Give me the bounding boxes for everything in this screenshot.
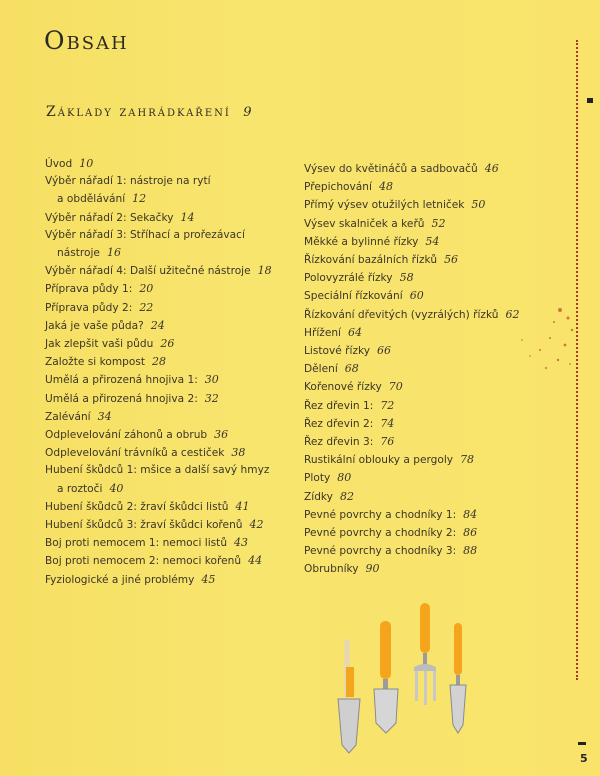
toc-entry-title: Hubení škůdců 1: mšice a další savý hmyz [45, 464, 270, 477]
toc-left-entry [45, 280, 285, 298]
toc-right-entry [304, 542, 544, 560]
toc-right-entry [304, 451, 544, 469]
toc-entry-title: a roztoči [57, 482, 103, 495]
toc-right-entry [304, 378, 544, 396]
toc-entry-page: 90 [365, 562, 380, 576]
toc-left-entry [45, 190, 285, 208]
toc-right-entry [304, 342, 544, 360]
page-title: Obsah [44, 26, 129, 55]
toc-entry-title: Dělení [304, 363, 338, 376]
toc-right-entry [304, 433, 544, 451]
toc-entry-page: 84 [463, 507, 478, 521]
toc-entry-page: 40 [109, 481, 124, 495]
toc-entry-page: 42 [249, 518, 264, 532]
toc-entry-page: 54 [425, 234, 440, 248]
toc-entry-page: 60 [409, 289, 424, 303]
toc-left-entry [45, 498, 285, 516]
toc-entry-page: 82 [339, 489, 354, 503]
toc-entry-title: Obrubníky [304, 563, 359, 576]
toc-entry-page: 32 [204, 391, 219, 405]
toc-entry-title: Umělá a přirozená hnojiva 1: [45, 374, 198, 387]
toc-entry-page: 62 [505, 307, 520, 321]
toc-right-entry [304, 287, 544, 305]
toc-entry-title: Výběr nářadí 1: nástroje na rytí [45, 175, 211, 188]
toc-entry-title: Speciální řízkování [304, 290, 403, 303]
toc-entry-page: 36 [214, 428, 229, 442]
toc-right-entry [304, 397, 544, 415]
toc-right-entry [304, 324, 544, 342]
toc-entry-page: 80 [337, 471, 352, 485]
toc-entry-title: Řez dřevin 1: [304, 399, 374, 412]
toc-left-entry [45, 227, 285, 244]
toc-entry-title: Pevné povrchy a chodníky 2: [304, 527, 457, 540]
toc-right-entry [304, 269, 544, 287]
toc-right-entry [304, 506, 544, 524]
toc-entry-title: Boj proti nemocem 2: nemoci kořenů [45, 555, 242, 568]
toc-entry-title: Boj proti nemocem 1: nemoci listů [45, 537, 228, 550]
toc-entry-title: Výběr nářadí 4: Další užitečné nástroje [45, 265, 251, 278]
toc-entry-page: 68 [344, 362, 359, 376]
toc-right-entry [304, 215, 544, 233]
trowel-small-icon [338, 639, 360, 753]
toc-entry-page: 38 [231, 446, 246, 460]
toc-entry-title: Výsev do květináčů a sadbovačů [304, 163, 478, 175]
toc-left-entry [45, 480, 285, 498]
toc-right-entry [304, 233, 544, 251]
toc-entry-page: 18 [257, 264, 272, 278]
toc-entry-page: 64 [348, 325, 363, 339]
toc-left-entry [45, 353, 285, 371]
toc-entry-page: 26 [160, 337, 175, 351]
toc-right-entry [304, 415, 544, 433]
toc-entry-title: Úvod [45, 158, 73, 170]
toc-entry-title: Přímý výsev otužilých letniček [304, 199, 465, 212]
toc-entry-page: 20 [139, 282, 154, 296]
toc-entry-page: 34 [97, 409, 112, 423]
toc-right-column [304, 160, 544, 579]
toc-right-entry [304, 488, 544, 506]
toc-entry-page: 24 [150, 318, 165, 332]
toc-entry-title: Výběr nářadí 3: Stříhací a prořezávací [45, 228, 245, 241]
margin-tick-mark-bottom [578, 742, 586, 745]
toc-entry-page: 78 [460, 453, 475, 467]
toc-entry-title: nástroje [57, 247, 100, 260]
toc-right-entry [304, 469, 544, 487]
section-heading-label: Základy zahrádkaření [46, 104, 231, 120]
toc-entry-title: Jaká je vaše půda? [45, 319, 144, 332]
toc-entry-title: Výběr nářadí 2: Sekačky [45, 211, 174, 224]
toc-right-entry [304, 251, 544, 269]
toc-entry-page: 76 [380, 435, 395, 449]
toc-entry-title: Zídky [304, 490, 333, 503]
toc-entry-title: Řez dřevin 3: [304, 436, 374, 449]
toc-entry-title: Jak zlepšit vaši půdu [45, 338, 154, 351]
toc-left-entry [45, 209, 285, 227]
toc-entry-page: 22 [139, 300, 154, 314]
toc-entry-page: 44 [248, 554, 263, 568]
toc-left-entry [45, 173, 285, 190]
toc-entry-title: Rustikální oblouky a pergoly [304, 454, 454, 467]
toc-right-entry [304, 160, 544, 178]
toc-entry-page: 41 [235, 499, 250, 513]
toc-entry-page: 46 [484, 162, 499, 175]
toc-left-entry [45, 552, 285, 570]
section-heading [46, 104, 252, 120]
section-heading-page: 9 [243, 105, 252, 120]
toc-left-entry [45, 262, 285, 280]
toc-entry-title: Polovyzrálé řízky [304, 272, 393, 285]
toc-entry-title: Řízkování bazálních řízků [304, 254, 438, 267]
toc-entry-page: 88 [463, 544, 478, 558]
toc-left-entry [45, 317, 285, 335]
toc-left-entry [45, 155, 285, 173]
toc-entry-title: Odplevelování trávníků a cestiček [45, 447, 225, 460]
toc-entry-title: Kořenové řízky [304, 381, 382, 394]
toc-entry-title: Pevné povrchy a chodníky 1: [304, 508, 457, 521]
toc-left-entry [45, 516, 285, 534]
toc-entry-page: 86 [463, 526, 478, 540]
toc-left-column [45, 155, 285, 589]
trowel-icon [374, 621, 398, 733]
hand-fork-icon [414, 603, 436, 705]
toc-entry-title: Pevné povrchy a chodníky 3: [304, 545, 457, 558]
toc-entry-title: Řez dřevin 2: [304, 417, 374, 430]
toc-entry-title: Listové řízky [304, 345, 371, 358]
toc-left-entry [45, 371, 285, 389]
toc-entry-title: a obdělávání [57, 193, 126, 206]
toc-entry-page: 16 [106, 246, 121, 260]
toc-entry-title: Umělá a přirozená hnojiva 2: [45, 392, 198, 405]
toc-entry-title: Fyziologické a jiné problémy [45, 573, 195, 586]
toc-entry-page: 58 [399, 271, 414, 285]
toc-entry-title: Odplevelování záhonů a obrub [45, 429, 208, 442]
garden-tools-illustration [330, 595, 480, 765]
narrow-trowel-icon [450, 623, 466, 733]
toc-entry-title: Příprava půdy 1: [45, 283, 133, 296]
toc-entry-title: Založte si kompost [45, 356, 146, 369]
toc-right-entry [304, 196, 544, 214]
toc-left-entry [45, 426, 285, 444]
toc-entry-page: 48 [378, 180, 393, 194]
toc-entry-page: 30 [204, 373, 219, 387]
toc-entry-page: 28 [152, 355, 167, 369]
toc-entry-title: Ploty [304, 472, 331, 485]
toc-entry-page: 66 [377, 344, 392, 358]
toc-entry-page: 43 [234, 536, 249, 550]
toc-entry-title: Řízkování dřevitých (vyzrálých) řízků [304, 308, 499, 321]
toc-entry-page: 74 [380, 416, 395, 430]
toc-entry-page: 56 [444, 253, 459, 267]
toc-entry-title: Přepichování [304, 181, 372, 194]
toc-entry-page: 14 [180, 210, 195, 224]
toc-right-entry [304, 178, 544, 196]
toc-entry-page: 70 [388, 380, 403, 394]
toc-entry-title: Hubení škůdců 2: žraví škůdci listů [45, 500, 229, 513]
toc-left-entry [45, 299, 285, 317]
toc-entry-page: 12 [132, 192, 147, 206]
toc-left-entry [45, 335, 285, 353]
toc-right-entry [304, 360, 544, 378]
toc-entry-title: Výsev skalniček a keřů [304, 217, 425, 230]
toc-right-entry [304, 560, 544, 578]
toc-left-entry [45, 444, 285, 462]
toc-entry-title: Hubení škůdců 3: žraví škůdci kořenů [45, 519, 243, 532]
toc-entry-page: 72 [380, 398, 395, 412]
toc-entry-title: Příprava půdy 2: [45, 301, 133, 314]
toc-entry-page: 10 [79, 157, 94, 170]
toc-right-entry [304, 524, 544, 542]
toc-left-entry [45, 244, 285, 262]
toc-right-entry [304, 306, 544, 324]
margin-tick-mark [587, 98, 593, 103]
toc-left-entry [45, 534, 285, 552]
toc-entry-title: Měkké a bylinné řízky [304, 235, 419, 248]
toc-left-entry [45, 462, 285, 479]
toc-left-entry [45, 571, 285, 589]
page-number: 5 [580, 752, 588, 765]
toc-entry-page: 45 [201, 572, 216, 586]
toc-left-entry [45, 390, 285, 408]
ink-spatter-decoration [510, 290, 580, 380]
toc-left-entry [45, 408, 285, 426]
toc-entry-title: Zalévání [45, 410, 91, 423]
toc-entry-title: Hřížení [304, 326, 342, 339]
toc-entry-page: 50 [471, 198, 486, 212]
toc-entry-page: 52 [431, 216, 446, 230]
